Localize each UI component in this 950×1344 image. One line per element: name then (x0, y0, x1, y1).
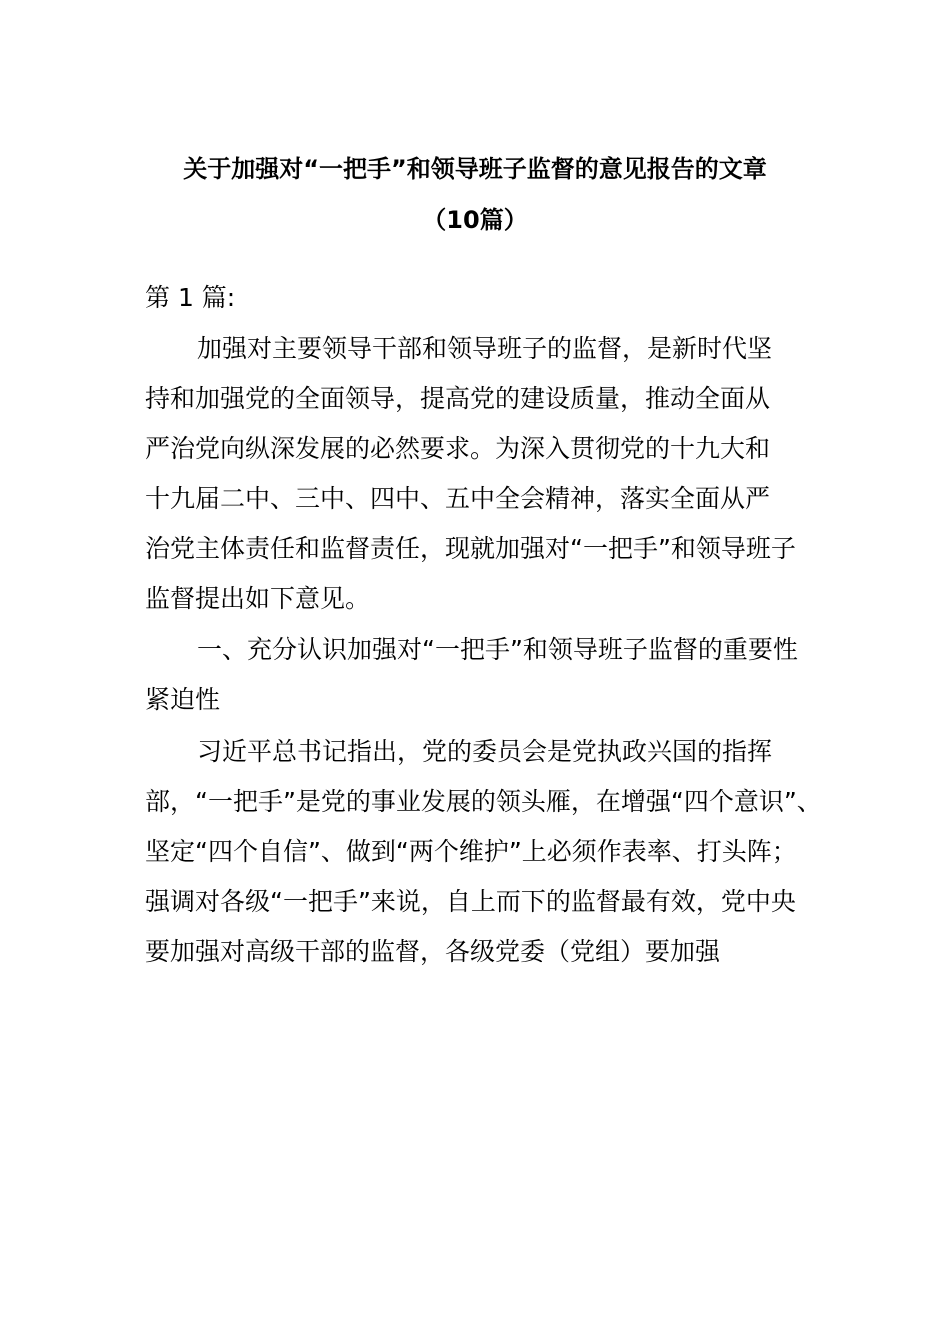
paragraph-line: 要加强对高级干部的监督，各级党委（党组）要加强 (145, 937, 721, 966)
paragraph-line: 监督提出如下意见。 (145, 584, 371, 613)
document-title: 关于加强对“一把手”和领导班子监督的意见报告的文章 (183, 155, 767, 183)
paragraph-line: 严治党向纵深发展的必然要求。为深入贯彻党的十九大和 (145, 434, 771, 463)
section-subheading-line: 一、充分认识加强对“一把手”和领导班子监督的重要性 (197, 635, 798, 664)
paragraph-line: 加强对主要领导干部和领导班子的监督，是新时代坚 (197, 334, 773, 363)
section-heading: 第 1 篇: (145, 283, 236, 312)
section-subheading-line: 紧迫性 (145, 685, 221, 714)
paragraph-line: 习近平总书记指出，党的委员会是党执政兴国的指挥 (197, 737, 773, 766)
document-subtitle: （10篇） (422, 206, 528, 234)
paragraph-line: 十九届二中、三中、四中、五中全会精神，落实全面从严 (145, 484, 771, 513)
paragraph-line: 治党主体责任和监督责任，现就加强对“一把手”和领导班子 (145, 534, 796, 563)
paragraph-line: 持和加强党的全面领导，提高党的建设质量，推动全面从 (145, 384, 771, 413)
paragraph-line: 强调对各级“一把手”来说，自上而下的监督最有效，党中央 (145, 887, 796, 916)
paragraph-line: 坚定“四个自信”、做到“两个维护”上必须作表率、打头阵； (145, 837, 797, 866)
paragraph-line: 部，“一把手”是党的事业发展的领头雁，在增强“四个意识”、 (145, 787, 822, 816)
